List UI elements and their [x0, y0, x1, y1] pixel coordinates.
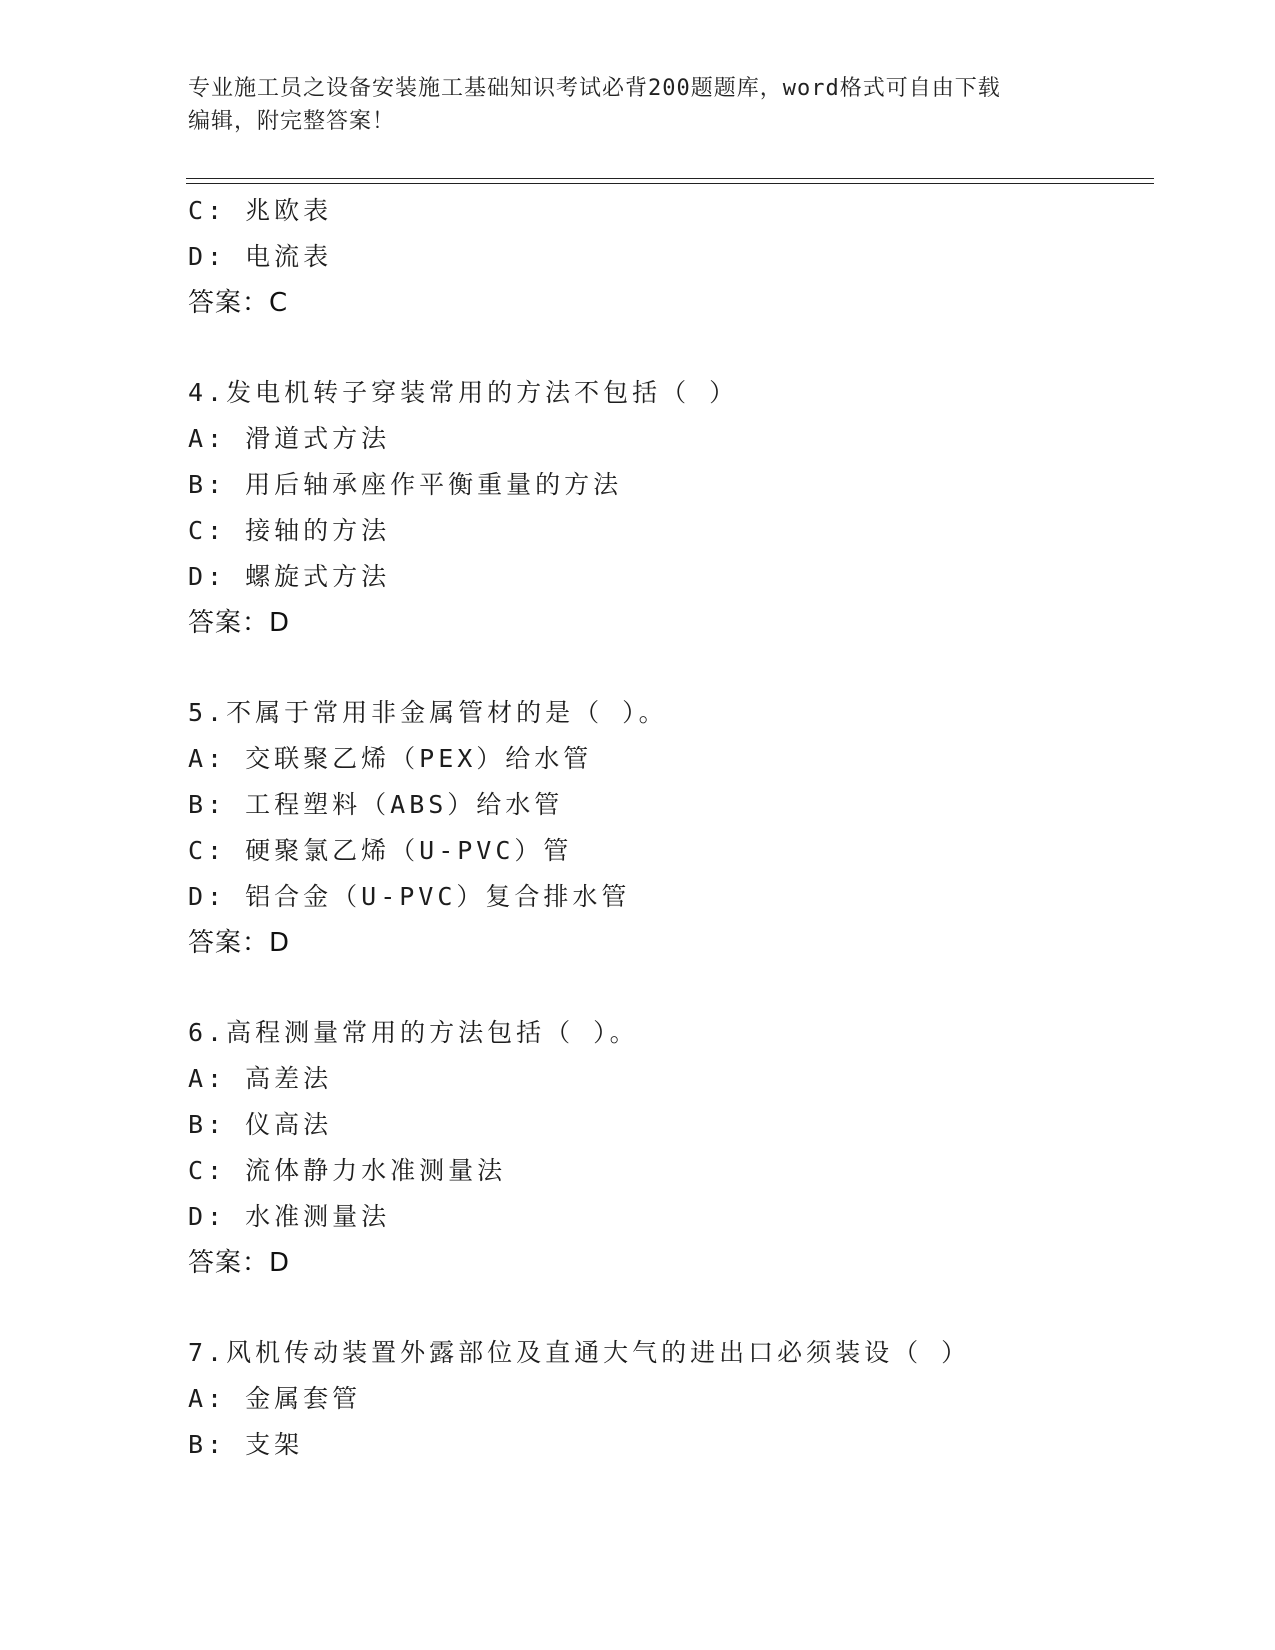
question-3-tail: [188, 188, 1148, 326]
option-a: A: 滑道式方法: [188, 424, 391, 453]
document-header: [188, 72, 1088, 138]
option-d: D: 铝合金（U-PVC）复合排水管: [188, 882, 631, 911]
question-5: [188, 690, 1148, 966]
option-b: B: 用后轴承座作平衡重量的方法: [188, 470, 623, 499]
option-d: D: 螺旋式方法: [188, 562, 391, 591]
answer-line: 答案：C: [188, 288, 289, 318]
option-a: A: 交联聚乙烯（PEX）给水管: [188, 744, 593, 773]
option-c: C: 流体静力水准测量法: [188, 1156, 507, 1185]
option-c: C: 兆欧表: [188, 196, 333, 225]
document-body: [188, 188, 1148, 1468]
header-line-2: 编辑，附完整答案！: [188, 109, 396, 134]
option-c: C: 硬聚氯乙烯（U-PVC）管: [188, 836, 573, 865]
option-b: B: 工程塑料（ABS）给水管: [188, 790, 564, 819]
answer-line: 答案：D: [188, 1248, 291, 1278]
answer-line: 答案：D: [188, 608, 291, 638]
header-rule-top: [186, 178, 1154, 179]
option-a: A: 金属套管: [188, 1384, 362, 1413]
question-text: 7.风机传动装置外露部位及直通大气的进出口必须装设（ ）: [188, 1338, 971, 1367]
question-text: 6.高程测量常用的方法包括（ ）。: [188, 1018, 639, 1047]
question-6: [188, 1010, 1148, 1286]
option-a: A: 高差法: [188, 1064, 333, 1093]
option-d: D: 电流表: [188, 242, 333, 271]
question-text: 4.发电机转子穿装常用的方法不包括（ ）: [188, 378, 739, 407]
header-line-1: 专业施工员之设备安装施工基础知识考试必背200题题库，word格式可自由下载: [188, 76, 1001, 101]
option-d: D: 水准测量法: [188, 1202, 391, 1231]
option-c: C: 接轴的方法: [188, 516, 391, 545]
option-b: B: 仪高法: [188, 1110, 333, 1139]
question-text: 5.不属于常用非金属管材的是（ ）。: [188, 698, 668, 727]
answer-line: 答案：D: [188, 928, 291, 958]
question-4: [188, 370, 1148, 646]
question-7: [188, 1330, 1148, 1468]
header-rule-bottom: [186, 183, 1154, 184]
option-b: B: 支架: [188, 1430, 304, 1459]
